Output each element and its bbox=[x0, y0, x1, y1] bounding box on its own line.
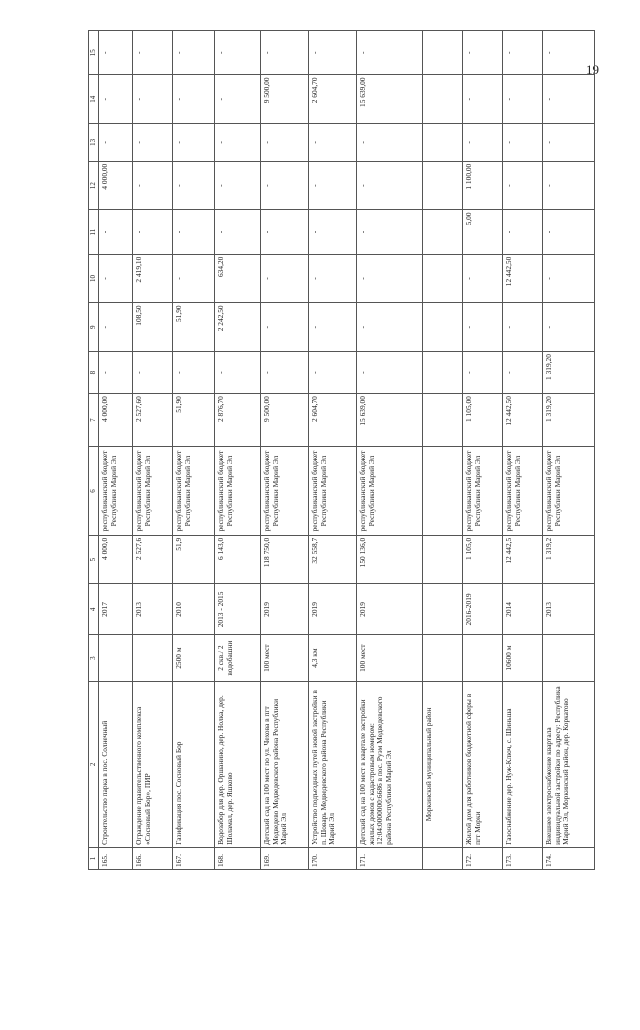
table-cell-col10: - bbox=[99, 254, 133, 303]
table-cell-col10: 12 442,50 bbox=[503, 254, 543, 303]
table-cell-col10: - bbox=[173, 254, 215, 303]
table-cell-col1: 168. bbox=[215, 847, 261, 869]
header-cell: 4 bbox=[89, 584, 99, 635]
table-cell-col14: - bbox=[173, 75, 215, 124]
table-cell-col9: 108,50 bbox=[133, 303, 173, 352]
table-cell-col13 bbox=[423, 124, 463, 162]
table-cell-col14: - bbox=[215, 75, 261, 124]
table-cell-col5 bbox=[423, 535, 463, 584]
table-cell-col10 bbox=[423, 254, 463, 303]
table-cell-col12: 1 100,00 bbox=[463, 161, 503, 210]
table-cell-col1: 170. bbox=[309, 847, 357, 869]
table-cell-col12: - bbox=[215, 161, 261, 210]
table-cell-col9: - bbox=[309, 303, 357, 352]
table-cell-col12: - bbox=[357, 161, 423, 210]
table-cell-col10: - bbox=[463, 254, 503, 303]
table-cell-col5: 51,9 bbox=[173, 535, 215, 584]
table-cell-col7: 12 442,50 bbox=[503, 394, 543, 447]
table-cell-col11: - bbox=[357, 210, 423, 254]
table-cell-col15: - bbox=[543, 31, 595, 75]
table-cell-col14: - bbox=[503, 75, 543, 124]
table-cell-col2: Ограждение правительственного комплекса «Сосновый Бор», ПИР bbox=[133, 681, 173, 847]
table-cell-col2: Водозабор для дер. Оршанино, дер. Нолка, дер. Шоламал, дер. Яшково bbox=[215, 681, 261, 847]
header-cell: 3 bbox=[89, 635, 99, 681]
table-cell-col11: - bbox=[309, 210, 357, 254]
table-cell-col5: 32 558,7 bbox=[309, 535, 357, 584]
table-cell-col8: 1 319,20 bbox=[543, 352, 595, 394]
table-cell-col4: 2013 bbox=[543, 584, 595, 635]
table-cell-col15: - bbox=[357, 31, 423, 75]
table-cell-col14: - bbox=[133, 75, 173, 124]
table-cell-col11: 5,00 bbox=[463, 210, 503, 254]
table-row bbox=[99, 31, 133, 870]
table-row bbox=[357, 31, 423, 870]
table-cell-col11: - bbox=[173, 210, 215, 254]
table-cell-col5: 1 105,0 bbox=[463, 535, 503, 584]
table-cell-col7: 1 105,00 bbox=[463, 394, 503, 447]
table-cell-col15: - bbox=[173, 31, 215, 75]
table-cell-col13: - bbox=[215, 124, 261, 162]
table-cell-col13: - bbox=[261, 124, 309, 162]
table-cell-col14: - bbox=[463, 75, 503, 124]
table-cell-col14 bbox=[423, 75, 463, 124]
table-cell-col4: 2014 bbox=[503, 584, 543, 635]
table-cell-col3 bbox=[99, 635, 133, 681]
table-cell-col8: - bbox=[173, 352, 215, 394]
table-cell-col7 bbox=[423, 394, 463, 447]
table-cell-col2: Внешнее электроснабжение квартала индивидуальной застройки по адресу: Республика Марий Эл, Моркинский район, дер. Коркатово bbox=[543, 681, 595, 847]
table-cell-col6: республиканский бюджет Республики Марий Эл bbox=[463, 447, 503, 536]
table-cell-col10: - bbox=[357, 254, 423, 303]
table-cell-col10: 634,20 bbox=[215, 254, 261, 303]
table-cell-col15: - bbox=[463, 31, 503, 75]
table-cell-col9: 51,90 bbox=[173, 303, 215, 352]
table-cell-col9: - bbox=[503, 303, 543, 352]
table-cell-col6: республиканский бюджет Республики Марий Эл bbox=[99, 447, 133, 536]
table-row bbox=[173, 31, 215, 870]
table-row bbox=[215, 31, 261, 870]
table-cell-col12 bbox=[423, 161, 463, 210]
table-row bbox=[463, 31, 503, 870]
header-cell: 2 bbox=[89, 681, 99, 847]
table-cell-col8: - bbox=[463, 352, 503, 394]
table-cell-col8 bbox=[423, 352, 463, 394]
table-cell-col8: - bbox=[261, 352, 309, 394]
table-cell-col6: республиканский бюджет Республики Марий Эл bbox=[503, 447, 543, 536]
table-cell-col3 bbox=[463, 635, 503, 681]
header-cell: 8 bbox=[89, 352, 99, 394]
table-cell-col2: Детский сад на 100 мест в квартале застройки жилых домов с кадастровым номером: 12:04:0000000:6686 в пос. Руэм Медведевского района Республики Марий Эл bbox=[357, 681, 423, 847]
table-cell-col12: - bbox=[309, 161, 357, 210]
table-cell-col9: 2 242,50 bbox=[215, 303, 261, 352]
table-cell-col13: - bbox=[503, 124, 543, 162]
table-cell-col6: республиканский бюджет Республики Марий Эл bbox=[215, 447, 261, 536]
table-cell-col4: 2013 bbox=[133, 584, 173, 635]
table-cell-col10: 2 419,10 bbox=[133, 254, 173, 303]
table-cell-col4 bbox=[423, 584, 463, 635]
table-cell-col3: 2500 м bbox=[173, 635, 215, 681]
table-cell-col13: - bbox=[543, 124, 595, 162]
header-cell: 15 bbox=[89, 31, 99, 75]
table-cell-col2: Строительство парка в пос. Солнечный bbox=[99, 681, 133, 847]
table-cell-col6 bbox=[423, 447, 463, 536]
header-cell: 10 bbox=[89, 254, 99, 303]
table-cell-col1: 171. bbox=[357, 847, 423, 869]
table-cell-col7: 15 639,00 bbox=[357, 394, 423, 447]
table-cell-col15: - bbox=[133, 31, 173, 75]
header-cell: 13 bbox=[89, 124, 99, 162]
header-cell: 7 bbox=[89, 394, 99, 447]
table-cell-col5: 6 143,0 bbox=[215, 535, 261, 584]
table-cell-col3: 10600 м bbox=[503, 635, 543, 681]
table-cell-col14: 9 500,00 bbox=[261, 75, 309, 124]
table-cell-col12: - bbox=[173, 161, 215, 210]
table-cell-col5: 1 319,2 bbox=[543, 535, 595, 584]
table-cell-col1: 172. bbox=[463, 847, 503, 869]
table-cell-col11: - bbox=[543, 210, 595, 254]
table-cell-col6: республиканский бюджет Республики Марий Эл bbox=[173, 447, 215, 536]
table-cell-col1: 174. bbox=[543, 847, 595, 869]
table-cell-col14: - bbox=[543, 75, 595, 124]
table-cell-col12: - bbox=[133, 161, 173, 210]
table-cell-col2: Детский сад на 100 мест по ул. Чехова в пгт Медведево Медведевского района Республики Марий Эл bbox=[261, 681, 309, 847]
table-cell-col11: - bbox=[261, 210, 309, 254]
table-cell-col8: - bbox=[215, 352, 261, 394]
table-cell-col1: 167. bbox=[173, 847, 215, 869]
table-cell-col14: 15 639,00 bbox=[357, 75, 423, 124]
header-cell: 5 bbox=[89, 535, 99, 584]
table-cell-col7: 1 319,20 bbox=[543, 394, 595, 447]
table-cell-col1: 173. bbox=[503, 847, 543, 869]
table-cell-col8: - bbox=[133, 352, 173, 394]
table-cell-col6: республиканский бюджет Республики Марий Эл bbox=[357, 447, 423, 536]
table-cell-col3 bbox=[133, 635, 173, 681]
table-cell-col7: 2 604,70 bbox=[309, 394, 357, 447]
table-cell-col11: - bbox=[215, 210, 261, 254]
table-row bbox=[261, 31, 309, 870]
header-cell: 12 bbox=[89, 161, 99, 210]
table-cell-col9 bbox=[423, 303, 463, 352]
table-cell-col3: 100 мест bbox=[261, 635, 309, 681]
table-cell-col15: - bbox=[261, 31, 309, 75]
table-cell-col9: - bbox=[261, 303, 309, 352]
investment-table bbox=[88, 30, 595, 870]
table-cell-col14: 2 604,70 bbox=[309, 75, 357, 124]
table-cell-col1: 169. bbox=[261, 847, 309, 869]
table-row bbox=[503, 31, 543, 870]
table-cell-col13: - bbox=[357, 124, 423, 162]
table-cell-col15: - bbox=[215, 31, 261, 75]
header-cell: 6 bbox=[89, 447, 99, 536]
table-cell-col7: 2 876,70 bbox=[215, 394, 261, 447]
table-cell-col15: - bbox=[309, 31, 357, 75]
header-cell: 14 bbox=[89, 75, 99, 124]
table-cell-col7: 4 000,00 bbox=[99, 394, 133, 447]
header-row bbox=[89, 31, 99, 870]
table-cell-col13: - bbox=[133, 124, 173, 162]
table-cell-col6: республиканский бюджет Республики Марий Эл bbox=[261, 447, 309, 536]
table-rotator bbox=[88, 30, 618, 870]
table-cell-col15 bbox=[423, 31, 463, 75]
table-cell-col4: 2019 bbox=[309, 584, 357, 635]
table-cell-col15: - bbox=[503, 31, 543, 75]
table-cell-col6: республиканский бюджет Республики Марий Эл bbox=[543, 447, 595, 536]
table-cell-col13: - bbox=[463, 124, 503, 162]
table-cell-col11 bbox=[423, 210, 463, 254]
table-cell-col12: - bbox=[503, 161, 543, 210]
table-cell-col1 bbox=[423, 847, 463, 869]
table-cell-col12: - bbox=[261, 161, 309, 210]
table-cell-col4: 2013 - 2015 bbox=[215, 584, 261, 635]
table-row bbox=[423, 31, 463, 870]
table-row bbox=[543, 31, 595, 870]
table-cell-col4: 2010 bbox=[173, 584, 215, 635]
header-cell: 11 bbox=[89, 210, 99, 254]
table-cell-col2: Устройство подъездных путей новой застройки в п. Шоварь Медведевского района Республики Марий Эл bbox=[309, 681, 357, 847]
table-cell-col14: - bbox=[99, 75, 133, 124]
table-cell-col4: 2019 bbox=[261, 584, 309, 635]
header-cell: 1 bbox=[89, 847, 99, 869]
table-cell-col1: 165. bbox=[99, 847, 133, 869]
header-cell: 9 bbox=[89, 303, 99, 352]
table-cell-col1: 166. bbox=[133, 847, 173, 869]
table-row bbox=[309, 31, 357, 870]
table-cell-col7: 2 527,60 bbox=[133, 394, 173, 447]
table-cell-col15: - bbox=[99, 31, 133, 75]
table-cell-col12: - bbox=[543, 161, 595, 210]
table-cell-col13: - bbox=[99, 124, 133, 162]
table-cell-col8: - bbox=[99, 352, 133, 394]
table-cell-col3 bbox=[423, 635, 463, 681]
table-cell-col5: 118 750,0 bbox=[261, 535, 309, 584]
table-cell-col3: 2 скв./ 2 водобашни bbox=[215, 635, 261, 681]
table-cell-col2: Жилой дом для работников бюджетной сферы в пгт Морки bbox=[463, 681, 503, 847]
table-cell-col9: - bbox=[99, 303, 133, 352]
table-cell-col5: 150 136,0 bbox=[357, 535, 423, 584]
table-cell-col4: 2017 bbox=[99, 584, 133, 635]
table-cell-col9: - bbox=[357, 303, 423, 352]
table-cell-col2: Моркинский муниципальный район bbox=[423, 681, 463, 847]
table-cell-col13: - bbox=[309, 124, 357, 162]
table-cell-col11: - bbox=[99, 210, 133, 254]
table-cell-col10: - bbox=[309, 254, 357, 303]
table-cell-col2: Газификация пос. Сосновый Бор bbox=[173, 681, 215, 847]
table-cell-col7: 9 500,00 bbox=[261, 394, 309, 447]
table-cell-col9: - bbox=[543, 303, 595, 352]
table-cell-col3: 100 мест bbox=[357, 635, 423, 681]
rotated-table-stage bbox=[88, 30, 640, 1030]
table-cell-col12: 4 000,00 bbox=[99, 161, 133, 210]
table-cell-col3: 4,3 км bbox=[309, 635, 357, 681]
table-row bbox=[133, 31, 173, 870]
table-cell-col5: 12 442,5 bbox=[503, 535, 543, 584]
table-cell-col6: республиканский бюджет Республики Марий Эл bbox=[133, 447, 173, 536]
table-cell-col11: - bbox=[503, 210, 543, 254]
table-cell-col5: 4 000,0 bbox=[99, 535, 133, 584]
table-cell-col8: - bbox=[357, 352, 423, 394]
table-cell-col10: - bbox=[261, 254, 309, 303]
table-cell-col5: 2 527,6 bbox=[133, 535, 173, 584]
table-cell-col8: - bbox=[503, 352, 543, 394]
table-cell-col2: Газоснабжение дер. Нуж-Ключ, с. Шиньша bbox=[503, 681, 543, 847]
table-cell-col3 bbox=[543, 635, 595, 681]
page-number: 19 bbox=[586, 62, 599, 77]
table-cell-col13: - bbox=[173, 124, 215, 162]
table-cell-col11: - bbox=[133, 210, 173, 254]
table-cell-col7: 51,90 bbox=[173, 394, 215, 447]
table-cell-col4: 2019 bbox=[357, 584, 423, 635]
table-cell-col9: - bbox=[463, 303, 503, 352]
table-cell-col8: - bbox=[309, 352, 357, 394]
table-cell-col10: - bbox=[543, 254, 595, 303]
table-cell-col4: 2016-2019 bbox=[463, 584, 503, 635]
table-cell-col6: республиканский бюджет Республики Марий Эл bbox=[309, 447, 357, 536]
